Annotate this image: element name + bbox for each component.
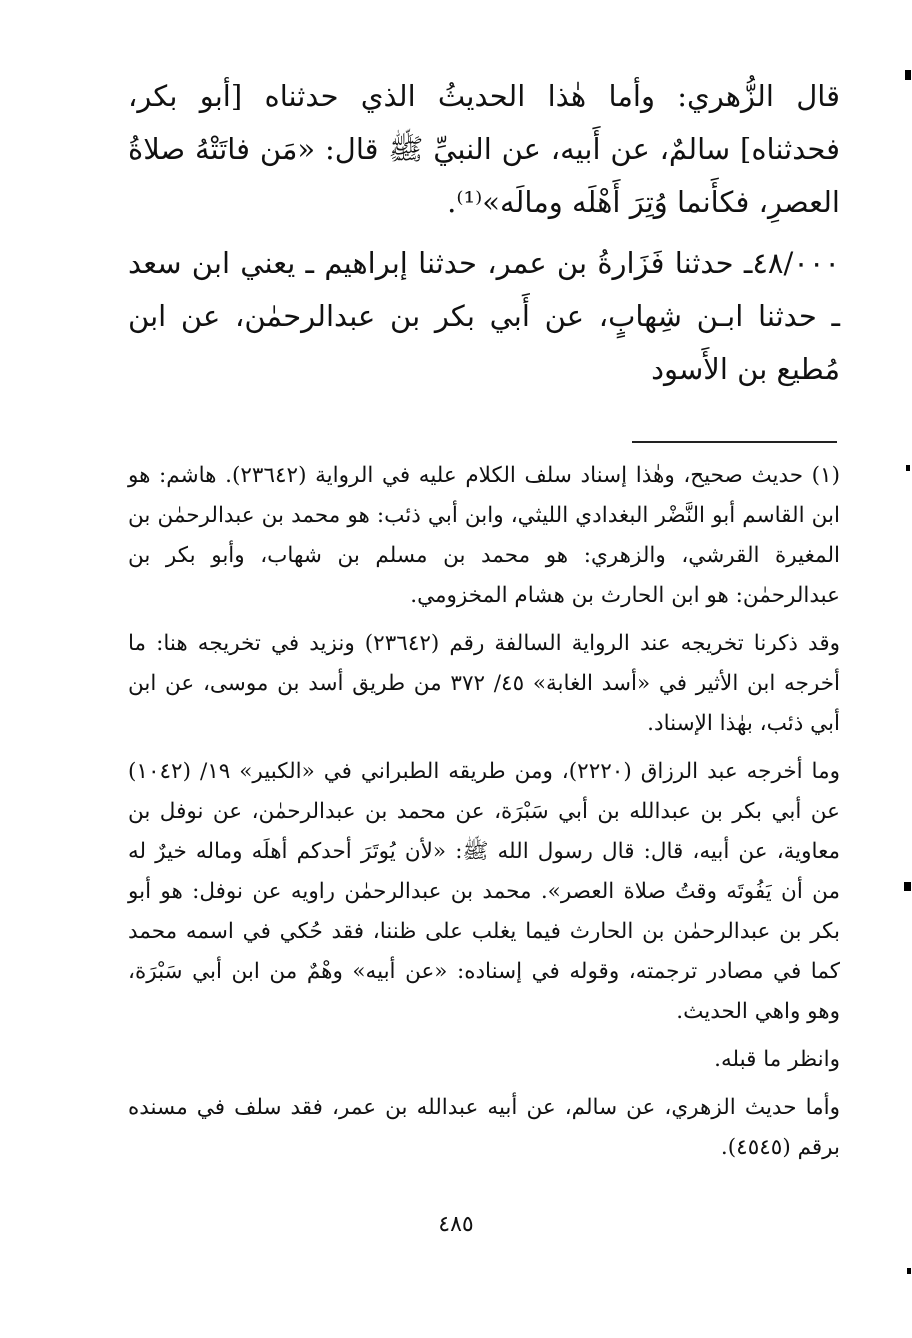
scan-edge-mark [906,465,910,471]
scan-edge-mark [907,1268,911,1274]
main-text [128,70,840,396]
footnotes [128,456,840,1168]
footnote-paragraph-5: وأما حديث الزهري، عن سالم، عن أبيه عبدالله بن عمر، فقد سلف في مسنده برقم (٤٥٤٥). [128,1095,840,1160]
hadith-paragraph-1: قال الزُّهري: وأما هٰذا الحديثُ الذي حدثناه [أبو بكر، فحدثناه] سالمٌ، عن أَبيه، عن النبيِّ ﷺ قال: «مَن فاتَتْهُ صلاةُ العصرِ، فكأَنما وُتِرَ أَهْلَه ومالَه»⁽¹⁾. [128,79,840,219]
scan-edge-mark [904,882,911,891]
page-number: ٤٨٥ [438,1212,474,1237]
scan-edge-mark [905,70,911,80]
footnote-paragraph-4: وانظر ما قبله. [714,1047,840,1072]
hadith-paragraph-2: ٤٨/٠٠٠ـ حدثنا فَزَارةُ بن عمر، حدثنا إبراهيم ـ يعني ابن سعد ـ حدثنا ابـن شِهابٍ، عن أَبي بكر بن عبدالرحمٰن، عن ابن مُطيع بن الأَسود [128,246,840,386]
footnote-paragraph-1: (١) حديث صحيح، وهٰذا إسناد سلف الكلام عليه في الرواية (٢٣٦٤٢). هاشم: هو ابن القاسم أبو النَّضْر البغدادي الليثي، وابن أبي ذئب: هو محمد بن عبدالرحمٰن بن المغيرة القرشي، والزهري: هو محمد بن مسلم بن شهاب، وأبو بكر بن عبدالرحمٰن: هو ابن الحارث بن هشام المخزومي. [128,463,840,608]
footnote-paragraph-2: وقد ذكرنا تخريجه عند الرواية السالفة رقم (٢٣٦٤٢) ونزيد في تخريجه هنا: ما أخرجه ابن الأثير في «أسد الغابة» ٤٥/ ٣٧٢ من طريق أسد بن موسى، عن ابن أبي ذئب، بهٰذا الإسناد. [128,631,840,736]
footnote-divider [632,441,837,443]
footnote-paragraph-3: وما أخرجه عبد الرزاق (٢٢٢٠)، ومن طريقه الطبراني في «الكبير» ١٩/ (١٠٤٢) عن أبي بكر بن عبدالله بن أبي سَبْرَة، عن محمد بن عبدالرحمٰن، عن نوفل بن معاوية، عن أبيه، قال: قال رسول الله ﷺ: «لأن يُوتَرَ أحدكم أهلَه وماله خيرٌ له من أن يَفُوتَه وقتُ صلاة العصر». محمد بن عبدالرحمٰن راويه عن نوفل: هو أبو بكر بن عبدالرحمٰن بن الحارث فيما يغلب على ظننا، فقد حُكي في اسمه محمد كما في مصادر ترجمته، وقوله في إسناده: «عن أبيه» وهْمٌ من ابن أبي سَبْرَة، وهو واهي الحديث. [128,759,840,1024]
